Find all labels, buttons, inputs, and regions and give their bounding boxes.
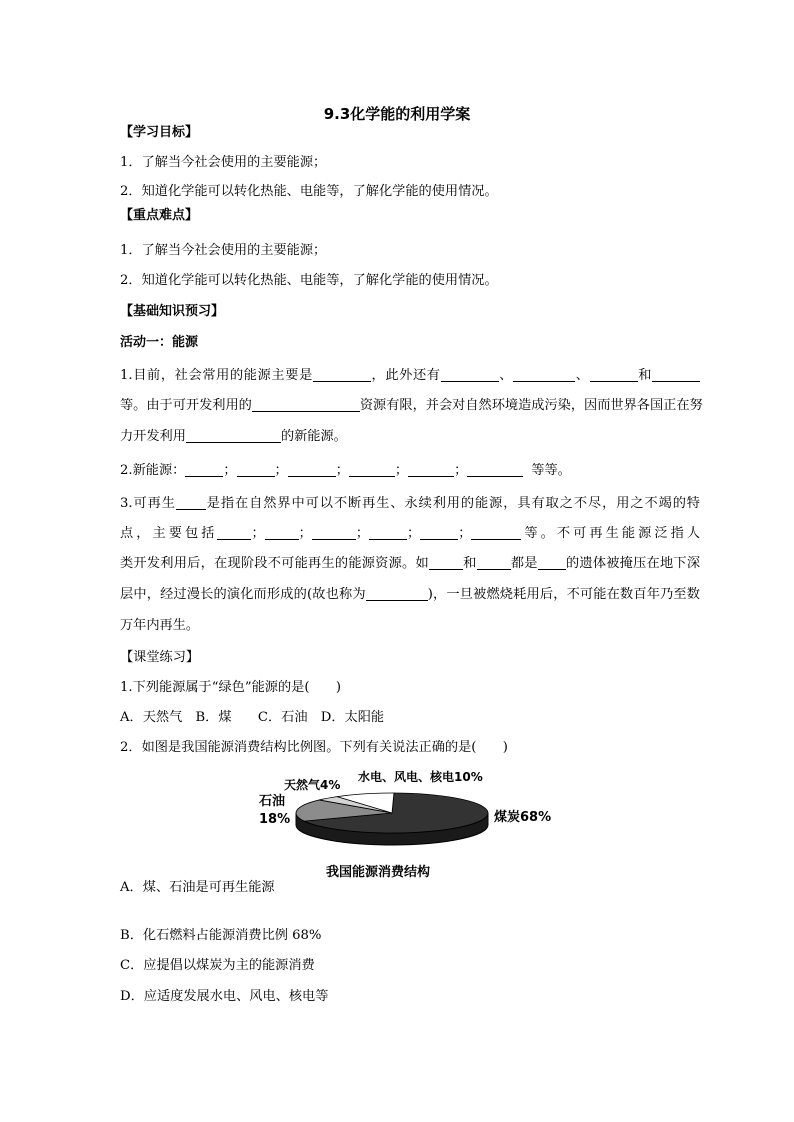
section-heading-keypoints: 【重点难点】 xyxy=(120,208,199,223)
answer-blank[interactable] xyxy=(265,525,299,540)
answer-blank[interactable] xyxy=(429,555,463,570)
q3-text-b: 是指在自然界中可以不断再生、永续利用的能源，具有取之不尽，用之不竭的特 xyxy=(205,496,700,511)
q1-text-g: 资源有限，并会对自然环境造成污染，因而世界各国正在努 xyxy=(359,398,703,413)
q1-line-3 xyxy=(120,427,347,447)
q1-text-i: 的新能源。 xyxy=(280,429,347,444)
q3-line-1 xyxy=(120,494,700,514)
q1-text-a: 1.目前，社会常用的能源主要是 xyxy=(120,368,313,383)
separator: ； xyxy=(335,463,349,478)
answer-blank[interactable] xyxy=(513,367,575,382)
answer-blank[interactable] xyxy=(408,462,454,477)
exercise-2-question: 2．如图是我国能源消费结构比例图。下列有关说法正确的是( ) xyxy=(120,740,508,755)
q1-line-1 xyxy=(120,366,700,386)
answer-blank[interactable] xyxy=(420,525,458,540)
answer-blank[interactable] xyxy=(237,462,275,477)
separator: ； xyxy=(394,463,409,478)
section-heading-preview: 【基础知识预习】 xyxy=(120,304,225,319)
exercise-2-option-d: D．应适度发展水电、风电、核电等 xyxy=(120,989,329,1004)
section-heading-practice: 【课堂练习】 xyxy=(120,650,200,665)
answer-blank[interactable] xyxy=(538,555,566,570)
separator: ； xyxy=(458,526,472,541)
q1-text-c: 、 xyxy=(498,368,514,383)
goal-item-1: 1．了解当今社会使用的主要能源； xyxy=(120,155,327,170)
answer-blank[interactable] xyxy=(652,367,700,382)
answer-blank[interactable] xyxy=(467,462,523,477)
answer-blank[interactable] xyxy=(186,428,281,443)
q3-text-i: 层中，经过漫长的演化而形成的(故也称为 xyxy=(120,587,366,602)
answer-blank[interactable] xyxy=(176,495,206,510)
label-coal: 煤炭68% xyxy=(494,810,552,825)
q3-text-f: 和 xyxy=(462,556,477,571)
answer-blank[interactable] xyxy=(349,462,395,477)
separator: ； xyxy=(407,526,421,541)
answer-blank[interactable] xyxy=(217,525,251,540)
separator: ； xyxy=(274,463,288,478)
q2-text-end: 等等。 xyxy=(531,463,571,478)
pie-group xyxy=(296,793,488,845)
exercise-1-question: 1.下列能源属于“绿色”能源的是( ) xyxy=(120,680,341,695)
section-heading-goals: 【学习目标】 xyxy=(120,125,199,140)
label-hydro: 水电、风电、核电10% xyxy=(358,770,483,784)
answer-blank[interactable] xyxy=(312,525,356,540)
q2-line xyxy=(120,461,571,481)
q3-line-3 xyxy=(120,554,700,574)
keypoint-item-2: 2．知道化学能可以转化热能、电能等，了解化学能的使用情况。 xyxy=(120,273,498,288)
q3-text-j: )，一旦被燃烧耗用后，不可能在数百年乃至数 xyxy=(427,587,700,602)
q3-text-e: 类开发利用后，在现阶段不可能再生的能源资源。如 xyxy=(120,556,429,571)
answer-blank[interactable] xyxy=(477,555,511,570)
q3-text-g: 都是 xyxy=(510,556,538,571)
label-oil-name: 石油 xyxy=(259,794,286,809)
exercise-2-option-b: B．化石燃料占能源消费比例 68% xyxy=(120,928,322,943)
q1-line-2 xyxy=(120,396,703,416)
answer-blank[interactable] xyxy=(288,462,336,477)
answer-blank[interactable] xyxy=(252,397,360,412)
q1-text-b: ，此外还有 xyxy=(370,368,441,383)
q3-line-2 xyxy=(120,524,700,544)
q1-text-e: 和 xyxy=(637,368,653,383)
page-title: 9.3化学能的利用学案 xyxy=(323,105,471,123)
q1-text-h: 力开发利用 xyxy=(120,429,186,444)
q1-text-d: 、 xyxy=(575,368,590,383)
activity-title: 活动一：能源 xyxy=(120,335,199,350)
q3-text-a: 3.可再生 xyxy=(120,496,176,511)
answer-blank[interactable] xyxy=(441,367,499,382)
answer-blank[interactable] xyxy=(313,367,371,382)
goal-item-2: 2．知道化学能可以转化热能、电能等，了解化学能的使用情况。 xyxy=(120,184,498,199)
q3-text-d: 等。不可再生能源泛指人 xyxy=(521,526,701,541)
keypoint-item-1: 1．了解当今社会使用的主要能源； xyxy=(120,243,327,258)
separator: ； xyxy=(223,463,237,478)
q3-text-h: 的遗体被掩压在地下深 xyxy=(565,556,701,571)
q3-line-5: 万年内再生。 xyxy=(120,618,200,633)
exercise-2-option-c: C．应提倡以煤炭为主的能源消费 xyxy=(120,958,315,973)
answer-blank[interactable] xyxy=(590,367,638,382)
q1-text-f: 等。由于可开发利用的 xyxy=(120,398,252,413)
q3-line-4 xyxy=(120,585,700,605)
separator: ； xyxy=(454,463,468,478)
separator: ； xyxy=(355,526,369,541)
chart-title: 我国能源消费结构 xyxy=(326,865,431,880)
q3-text-c: 点，主要包括 xyxy=(120,526,218,541)
answer-blank[interactable] xyxy=(366,586,428,601)
q2-text-a: 2.新能源： xyxy=(120,463,186,478)
energy-consumption-pie-chart xyxy=(250,765,570,883)
label-oil-pct: 18% xyxy=(259,812,291,827)
separator: ； xyxy=(298,526,312,541)
answer-blank[interactable] xyxy=(185,462,223,477)
answer-blank[interactable] xyxy=(369,525,407,540)
answer-blank[interactable] xyxy=(471,525,521,540)
label-gas: 天然气4% xyxy=(284,778,341,792)
exercise-1-options: A．天然气 B．煤 C．石油 D．太阳能 xyxy=(120,710,385,725)
separator: ； xyxy=(251,526,265,541)
exercise-2-option-a: A．煤、石油是可再生能源 xyxy=(120,880,275,895)
